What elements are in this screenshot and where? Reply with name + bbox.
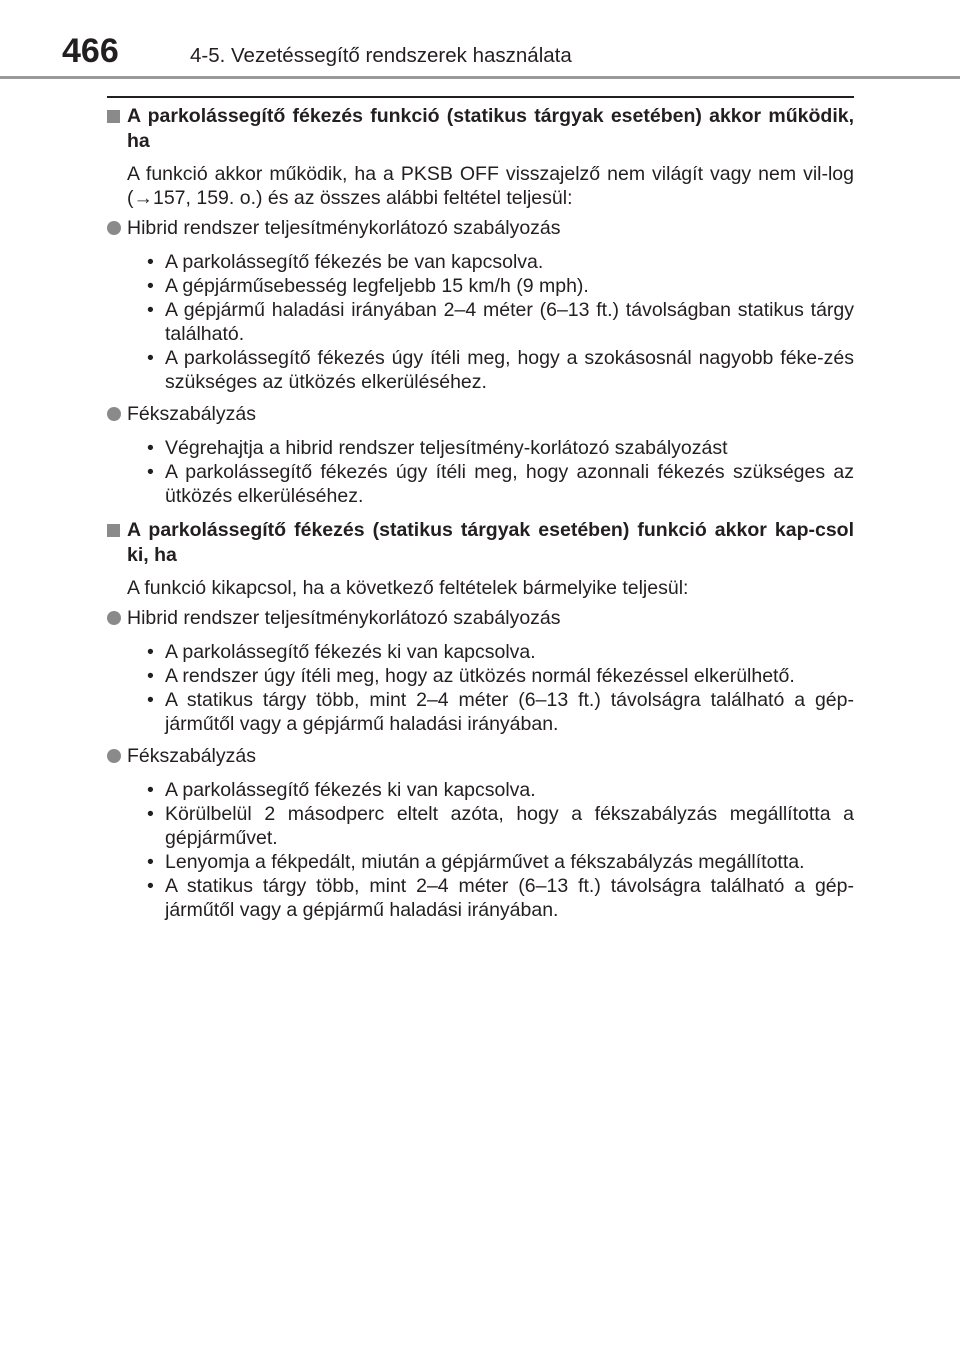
group-heading-text: Fékszabályzás [127, 745, 256, 767]
circle-bullet-icon [107, 221, 121, 235]
section-intro: A funkció akkor működik, ha a PKSB OFF visszajelző nem világít vagy nem vil-log (→157, 159. o.) és az összes alábbi feltétel teljesül: [127, 163, 854, 209]
chapter-title: 4-5. Vezetéssegítő rendszerek használata [190, 44, 572, 67]
section-title-text: A parkolássegítő fékezés (statikus tárgyak esetében) funkció akkor kap-csol ki, ha [127, 519, 854, 566]
condition-list [107, 436, 854, 508]
circle-bullet-icon [107, 749, 121, 763]
page-header [0, 0, 960, 80]
condition-list [107, 250, 854, 394]
section-activation [107, 104, 854, 508]
list-item: • A rendszer úgy ítéli meg, hogy az ütközés normál fékezéssel elkerülhető. [147, 664, 854, 688]
section-title-text: A parkolássegítő fékezés funkció (statikus tárgyak esetében) akkor működik, ha [127, 105, 854, 152]
condition-list [107, 640, 854, 736]
section-title [107, 104, 854, 154]
list-item: • A parkolássegítő fékezés be van kapcsolva. [147, 250, 854, 274]
header-divider [0, 76, 960, 79]
group-heading [107, 216, 854, 240]
list-item: • A parkolássegítő fékezés úgy ítéli meg, hogy azonnali fékezés szükséges az ütközés elkerüléséhez. [147, 460, 854, 508]
group-heading [107, 402, 854, 426]
list-item: • Lenyomja a fékpedált, miután a gépjárművet a fékszabályzás megállította. [147, 850, 854, 874]
group-heading-text: Hibrid rendszer teljesítménykorlátozó szabályozás [127, 607, 561, 629]
list-item: • A gépjárműsebesség legfeljebb 15 km/h (9 mph). [147, 274, 854, 298]
section-title [107, 518, 854, 568]
list-item: • A parkolássegítő fékezés ki van kapcsolva. [147, 778, 854, 802]
group-heading [107, 744, 854, 768]
list-item: • A parkolássegítő fékezés ki van kapcsolva. [147, 640, 854, 664]
group-heading-text: Hibrid rendszer teljesítménykorlátozó szabályozás [127, 217, 561, 239]
section-divider [107, 96, 854, 98]
list-item: • A statikus tárgy több, mint 2–4 méter (6–13 ft.) távolságra található a gép-járműtől vagy a gépjármű haladási irányában. [147, 874, 854, 922]
square-bullet-icon [107, 524, 120, 537]
list-item: • Végrehajtja a hibrid rendszer teljesítmény-korlátozó szabályozást [147, 436, 854, 460]
list-item: • Körülbelül 2 másodperc eltelt azóta, hogy a fékszabályzás megállította a gépjárművet. [147, 802, 854, 850]
section-deactivation [107, 518, 854, 922]
list-item: • A parkolássegítő fékezés úgy ítéli meg, hogy a szokásosnál nagyobb féke-zés szükséges az ütközés elkerüléséhez. [147, 346, 854, 394]
circle-bullet-icon [107, 407, 121, 421]
page-content [107, 104, 854, 930]
list-item: • A gépjármű haladási irányában 2–4 méter (6–13 ft.) távolságban statikus tárgy található. [147, 298, 854, 346]
condition-list [107, 778, 854, 922]
group-heading [107, 606, 854, 630]
square-bullet-icon [107, 110, 120, 123]
group-heading-text: Fékszabályzás [127, 403, 256, 425]
circle-bullet-icon [107, 611, 121, 625]
section-intro: A funkció kikapcsol, ha a következő feltételek bármelyike teljesül: [127, 577, 689, 599]
list-item: • A statikus tárgy több, mint 2–4 méter (6–13 ft.) távolságra található a gép-járműtől vagy a gépjármű haladási irányában. [147, 688, 854, 736]
page-number: 466 [62, 32, 119, 70]
